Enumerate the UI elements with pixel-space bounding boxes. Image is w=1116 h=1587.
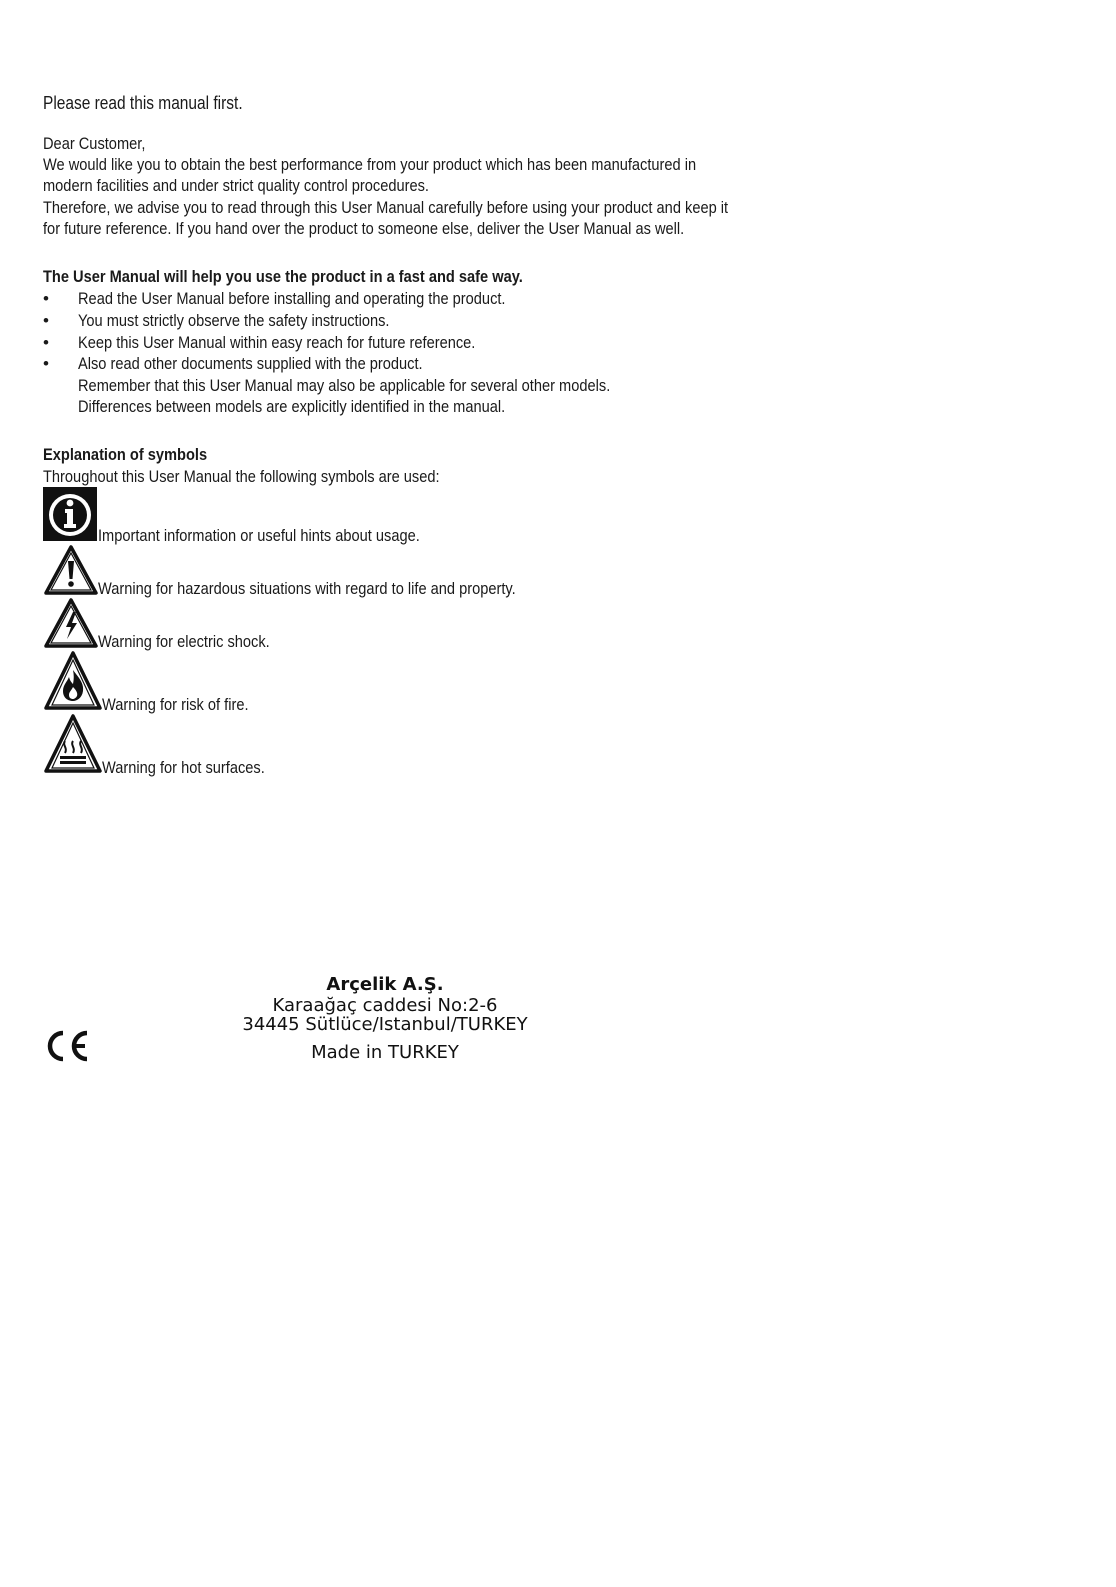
symbol-row-fire: [43, 650, 443, 714]
intro-paragraph-line: for future reference. If you hand over the product to someone else, deliver the User Manual as well.: [43, 219, 685, 238]
symbol-description: Important information or useful hints about usage.: [98, 526, 420, 545]
address-street: Karaağaç caddesi No:2-6: [272, 995, 498, 1016]
fire-risk-icon: [43, 650, 103, 712]
symbol-row-hot-surface: [43, 713, 443, 777]
symbol-row-info: [43, 487, 543, 545]
symbol-description: Warning for hazardous situations with regard to life and property.: [98, 579, 516, 598]
symbols-intro: Throughout this User Manual the following symbols are used:: [43, 467, 440, 486]
info-icon: [43, 487, 97, 541]
hot-surface-icon: [43, 713, 103, 775]
help-heading: The User Manual will help you use the product in a fast and safe way.: [43, 267, 523, 286]
bullet-marker: •: [43, 311, 49, 330]
page-title: Please read this manual first.: [43, 93, 243, 113]
help-note-line: Differences between models are explicitly identified in the manual.: [78, 397, 506, 416]
symbols-heading: Explanation of symbols: [43, 445, 208, 464]
symbol-description: Warning for risk of fire.: [102, 695, 249, 714]
made-in-label: Made in TURKEY: [311, 1042, 459, 1063]
help-note-line: Remember that this User Manual may also be applicable for several other models.: [78, 376, 611, 395]
symbol-description: Warning for electric shock.: [98, 632, 270, 651]
bullet-marker: •: [43, 333, 49, 352]
intro-paragraph-line: modern facilities and under strict quality control procedures.: [43, 176, 430, 195]
warning-exclamation-icon: [43, 544, 99, 596]
manufacturer-address: [230, 972, 540, 1065]
intro-paragraph-line: Therefore, we advise you to read through this User Manual carefully before using your product and keep it: [43, 198, 729, 217]
address-city: 34445 Sütlüce/Istanbul/TURKEY: [242, 1014, 528, 1035]
symbol-description: Warning for hot surfaces.: [102, 758, 265, 777]
bullet-marker: •: [43, 354, 49, 373]
company-name: Arçelik A.Ş.: [326, 974, 444, 995]
intro-paragraph-line: We would like you to obtain the best performance from your product which has been manufactured in: [43, 155, 697, 174]
symbol-row-electric: [43, 597, 443, 655]
electric-shock-icon: [43, 597, 99, 649]
manual-page: Please read this manual first. Dear Customer, We would like you to obtain the best performance from your product which has been manufactured in modern facilities and under strict quality control procedures. Therefore, we advise you to read through this User Manual carefully before using your product and keep it for future reference. If you hand over the product to someone else, deliver the User Manual as well. The User Manual will help you use the product in a fast and safe way. • Read the User Manual before installing and operating the product. • You must strictly observe the safety instructions. • Keep this User Manual within easy reach for future reference. • Also read other documents supplied with the product. Remember that this User Manual may also be applicable for several other models. Differences between models are explicitly identified in the manual. Explanation of symbols Throughout this User Manual the following symbols are used: Important information or useful hints about usage. Warning for hazardous situations with regard to life and property. Warning for electric shock. Warning for risk of fire. Warning for hot surfaces. Arçelik A.Ş. Karaağaç caddesi No:2-6 34445 Sütlüce/Istanbul/TURKEY Made in TURKEY: [0, 0, 1116, 1587]
symbol-row-warning: [43, 544, 643, 602]
greeting: Dear Customer,: [43, 134, 146, 153]
bullet-marker: •: [43, 289, 49, 308]
ce-mark-icon: [42, 1028, 92, 1064]
